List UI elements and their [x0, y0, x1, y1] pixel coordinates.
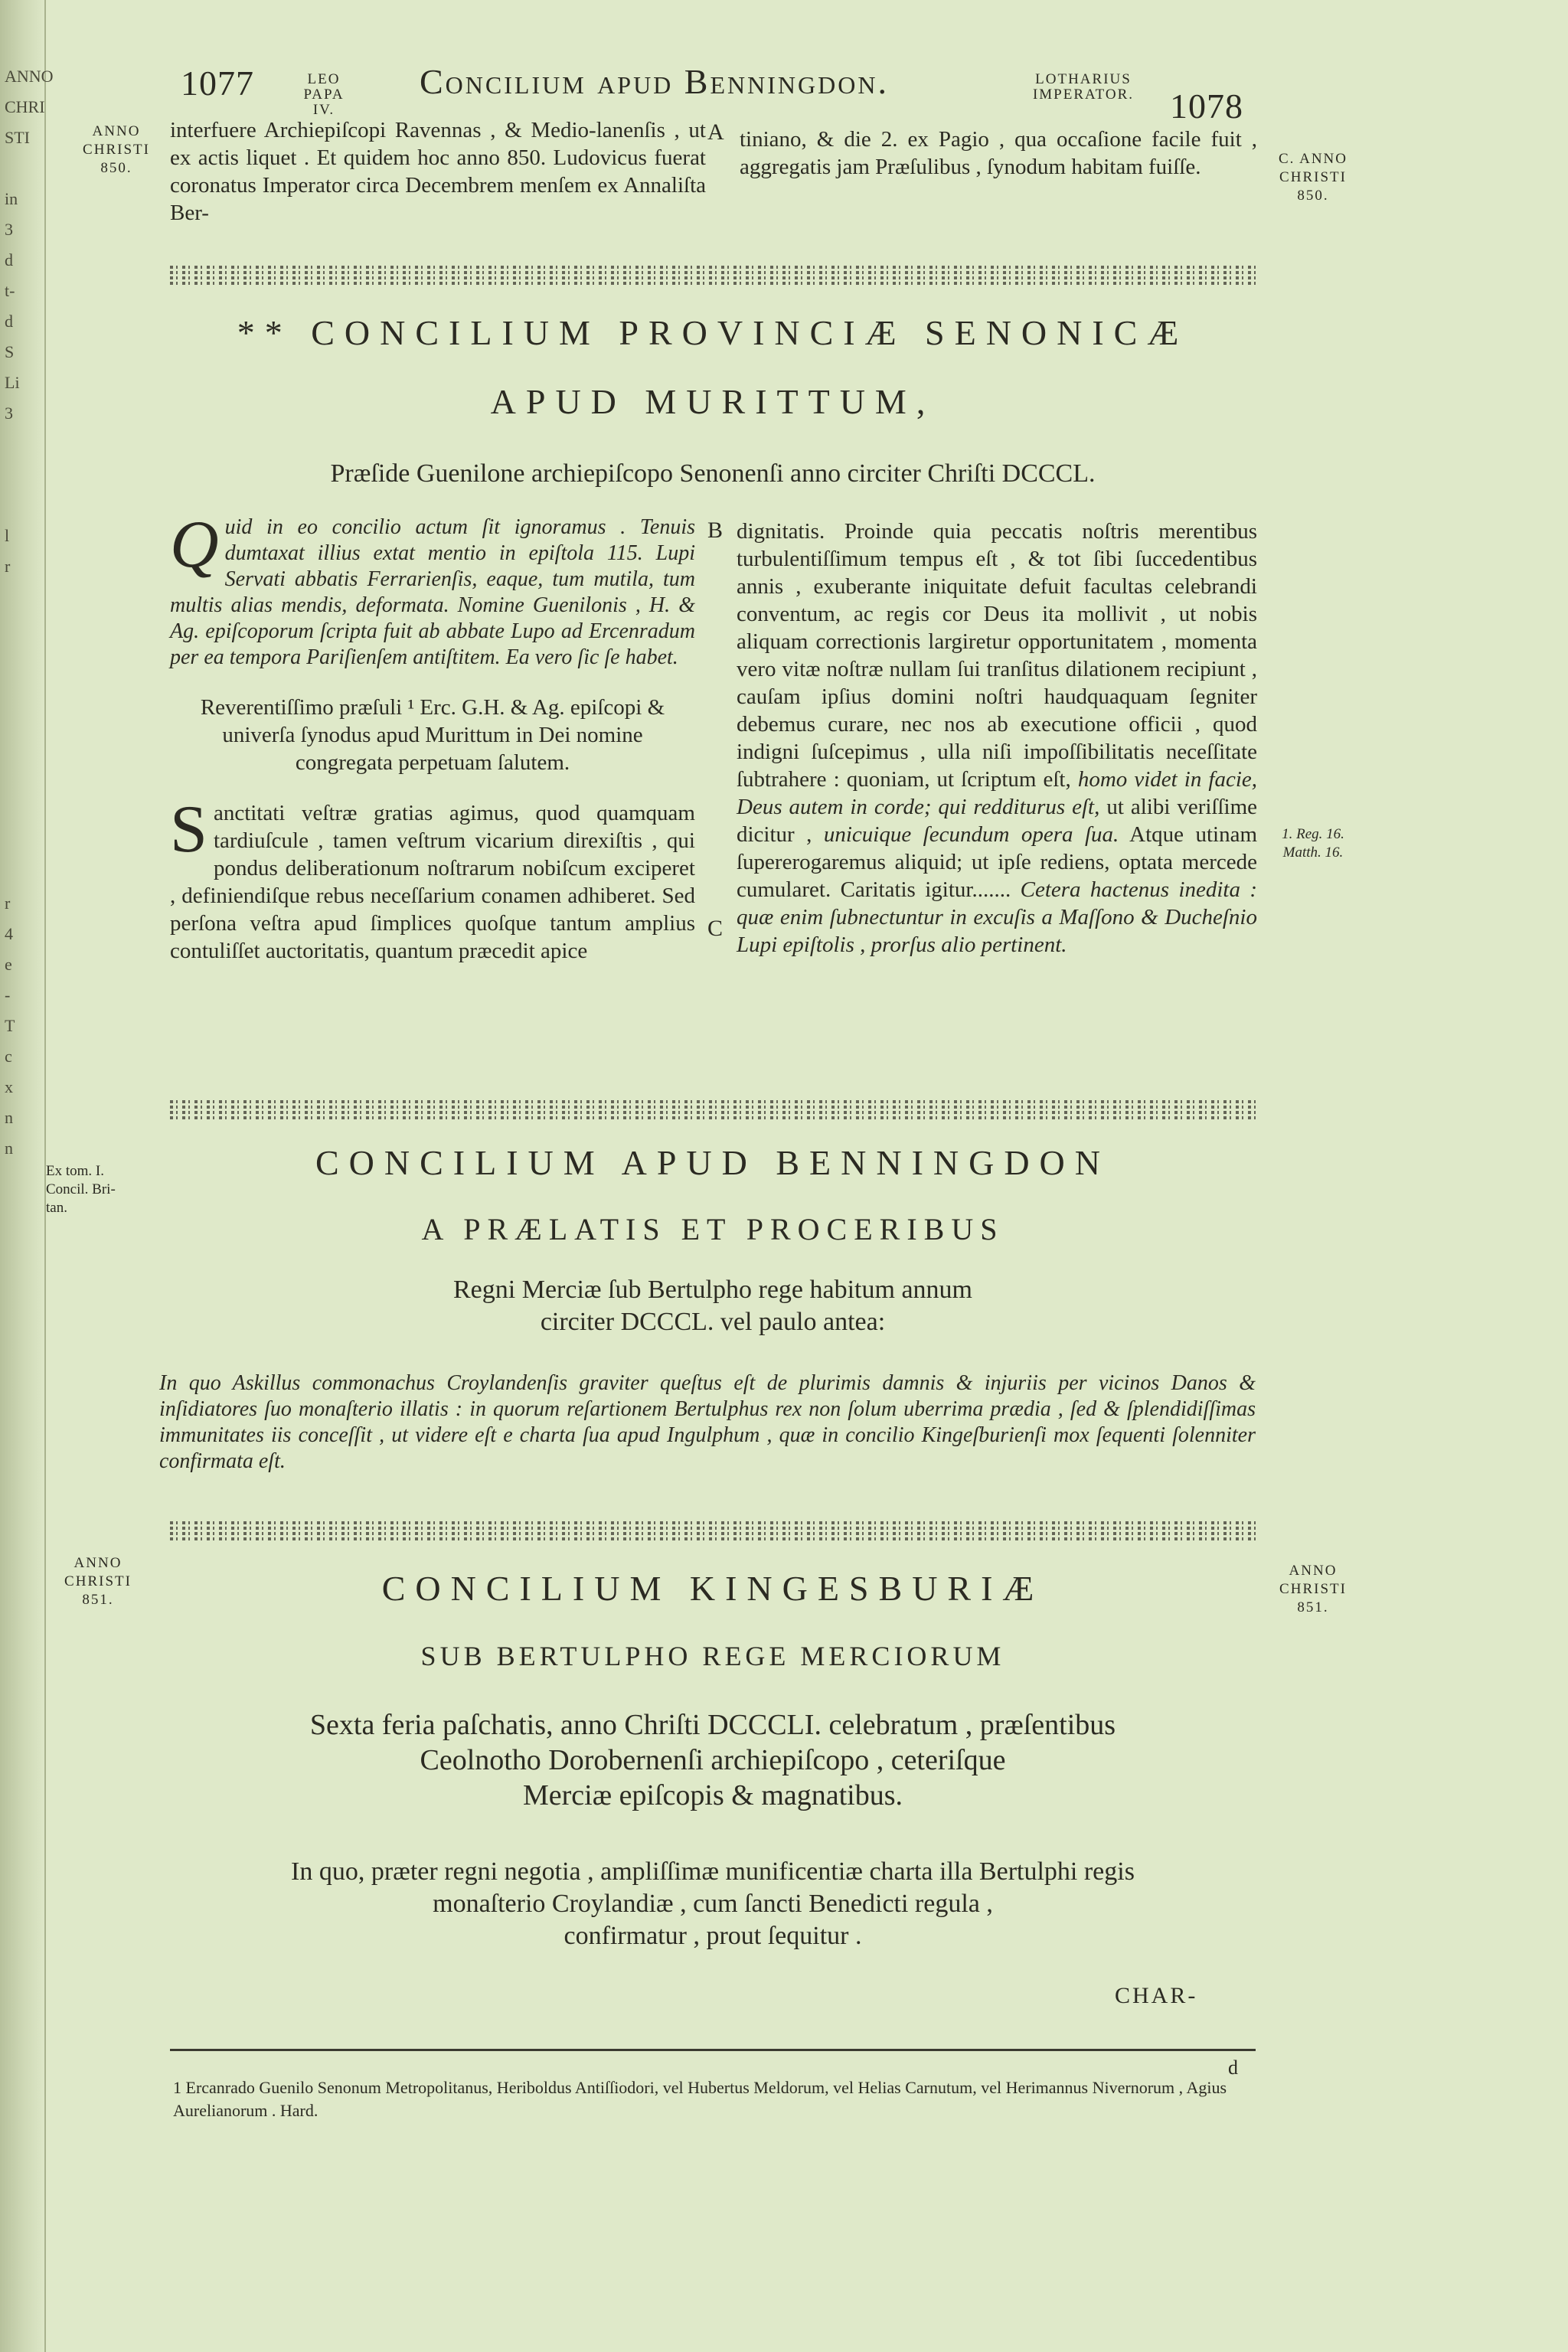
- kingesburiae-line1: Sexta feria paſchatis, anno Chriſti DCCCLI. celebratum , præſentibus: [309, 1709, 1116, 1741]
- emperor-label: [1018, 72, 1148, 103]
- page-number-left: 1077: [181, 64, 254, 103]
- left-page-gutter: [0, 0, 54, 2352]
- ornamental-rule: [170, 1521, 1256, 1540]
- pope-number: IV.: [312, 102, 335, 118]
- senonicae-right-text-3: Atque utinam ſupererogaremus aliquid; ut ipſe rediens, optata mercede cumularet. Caritatis igitur.......: [737, 822, 1258, 902]
- margin-anno-left-851: ANNO CHRISTI 851.: [64, 1555, 132, 1608]
- editorial-note: Cetera hactenus inedita : quæ enim ſubnectuntur in excuſis a Maſſono & Ducheſnio Lupi epiſtolis , prorſus alio pertinent.: [737, 877, 1257, 957]
- column-letter-c: C: [707, 916, 724, 941]
- catchword: CHAR-: [1115, 1983, 1198, 2008]
- footnote-text: 1 Ercanrado Guenilo Senonum Metropolitanus, Heriboldus Antiſſiodori, vel Hubertus Meldorum, vel Helias Carnutum, vel Herimannus Nivernorum , Agius Aurelianorum . Hard.: [173, 2078, 1227, 2120]
- margin-anno-right-top: C. ANNO CHRISTI 850.: [1278, 151, 1348, 204]
- senonicae-body-left: [170, 792, 695, 965]
- pope-label: [289, 72, 358, 118]
- benningdon-line2: circiter DCCCL. vel paulo antea:: [540, 1308, 886, 1336]
- top-right-column: tiniano, & die 2. ex Pagio , qua occaſione facile fuit , aggregatis jam Præſulibus , ſynodum habitam fuiſſe.: [740, 127, 1257, 179]
- senonicae-left-column: [170, 508, 695, 965]
- column-letter-a: A: [707, 119, 724, 145]
- senonicae-title: ** CONCILIUM PROVINCIÆ SENONICÆ: [237, 313, 1189, 352]
- benningdon-intro: In quo Askillus commonachus Croylandenſis graviter queſtus eſt de plurimis damnis & injuriis per vicinos Danos & inſidiatores ſuo monaſterio illatis : in quorum reſartionem Bertulphus rex non ſolum uberrima prædia , ſed & ſplendidiſſimas immunitates iis conceſſit , ut videre eſt e charta ſua apud Ingulphum , quæ in concilio Kingeſburienſi mox ſequenti ſolenniter confirmata eſt.: [159, 1371, 1256, 1473]
- column-letter-b: B: [707, 518, 724, 543]
- top-left-column: interfuere Archiepiſcopi Ravennas , & Medio-lanenſis , ut ex actis liquet . Et quidem hoc anno 850. Ludovicus fuerat coronatus Imperator circa Decembrem menſem ex Annaliſta Ber-: [170, 118, 706, 225]
- gutter-text: ANNO CHRI STI in 3 d t- d S Li 3 l r r 4 e - T c x n n: [5, 67, 54, 1158]
- scripture-quote-1: homo videt in facie, Deus autem in corde; qui redditurus eſt,: [737, 767, 1258, 819]
- pope-name: LEO PAPA: [303, 71, 345, 103]
- running-title: Concilium apud Benningdon.: [420, 62, 889, 101]
- kingesburiae-line6: confirmatur , prout ſequitur .: [564, 1922, 862, 1950]
- senonicae-address: Reverentiſſimo præſuli ¹ Erc. G.H. & Ag. epiſcopi & univerſa ſynodus apud Murittum in Dei nomine congregata perpetuam ſalutem.: [200, 695, 665, 775]
- drop-cap-q: Q: [170, 508, 219, 582]
- emperor-name: LOTHARIUS: [1035, 71, 1132, 87]
- footnote-rule: [170, 2049, 1256, 2051]
- ornamental-rule: [170, 1099, 1256, 1119]
- kingesburiae-title: CONCILIUM KINGESBURIÆ: [381, 1569, 1044, 1608]
- senonicae-body-left-text: anctitati veſtræ gratias agimus, quod quamquam tardiuſcule , tamen veſtrum vicarium direxiſtis , qui pondus deliberationum noſtrarum nobiſcum exciperet , definiendiſque rebus neceſſarium conamen adhiberet. Sed perſona veſtra apud ſimplices quoſque tantum amplius contuliſſet auctoritatis, quantum præcedit apice: [170, 801, 695, 963]
- signature-mark: d: [1228, 2056, 1238, 2079]
- benningdon-subtitle: A PRÆLATIS ET PROCERIBUS: [421, 1212, 1004, 1246]
- benningdon-title: CONCILIUM APUD BENNINGDON: [315, 1143, 1110, 1182]
- ornamental-rule: [170, 265, 1256, 285]
- senonicae-subtitle: Præſide Guenilone archiepiſcopo Senonenſi anno circiter Chriſti DCCCL.: [330, 459, 1096, 488]
- kingesburiae-line5: monaſterio Croylandiæ , cum ſancti Benedicti regula ,: [433, 1890, 993, 1918]
- kingesburiae-line4: In quo, præter regni negotia , ampliſſimæ munificentiæ charta illa Bertulphi regis: [291, 1857, 1135, 1886]
- senonicae-title-line2: APUD MURITTUM,: [490, 382, 936, 421]
- margin-anno-left-top: ANNO CHRISTI 850.: [83, 123, 150, 176]
- margin-source-note: Ex tom. I. Concil. Bri- tan.: [46, 1163, 116, 1216]
- emperor-title: IMPERATOR.: [1032, 87, 1135, 103]
- senonicae-right-text-1: dignitatis. Proinde quia peccatis noſtris merentibus turbulentiſſimum tempus eſt , & tot ſibi ſuccedentibus annis , exuberante iniquitate defuit facultas celebrandi conventum, ac regis cor Deus ita mollivit , ut nobis aliquam correctionis largiretur opportunitatem , momenta vero vitæ noſtræ nullam ſui tranſitus dilationem recipiunt , cauſam ipſius domini noſtri haudquaquam ſegniter debemus curare, nec nos ab executione officii , quod indigni ſuſcepimus , ulla niſi impoſſibilitatis neceſſitate ſubtrahere : quoniam, ut ſcriptum eſt,: [737, 519, 1257, 792]
- kingesburiae-line2: Ceolnotho Dorobernenſi archiepiſcopo , ceteriſque: [420, 1744, 1006, 1776]
- drop-cap-s: S: [170, 792, 207, 867]
- page-number-right: 1078: [1170, 87, 1243, 126]
- senonicae-right-column: [737, 518, 1257, 959]
- benningdon-line1: Regni Merciæ ſub Bertulpho rege habitum annum: [453, 1276, 972, 1304]
- senonicae-intro: [170, 508, 695, 671]
- senonicae-intro-text: uid in eo concilio actum ſit ignoramus . Tenuis dumtaxat illius extat mentio in epiſtola 115. Lupi Servati abbatis Ferrarienſis, eaque, tum mutila, tum multis alias mendis, deformata. Nomine Guenilonis , H. & Ag. epiſcoporum ſcripta fuit ab abbate Lupo ad Ercenradum per ea tempora Pariſienſem antiſtitem. Ea vero ſic ſe habet.: [170, 515, 695, 669]
- margin-anno-right-851: ANNO CHRISTI 851.: [1279, 1563, 1347, 1615]
- senonicae-right-text-2: ut alibi veriſſime dicitur ,: [737, 795, 1258, 847]
- kingesburiae-line3: Merciæ epiſcopis & magnatibus.: [522, 1779, 903, 1811]
- kingesburiae-subtitle: SUB BERTULPHO REGE MERCIORUM: [420, 1641, 1005, 1671]
- margin-scripture-ref: 1. Reg. 16. Matth. 16.: [1282, 826, 1344, 861]
- scripture-quote-2: unicuique ſecundum opera ſua.: [823, 822, 1119, 847]
